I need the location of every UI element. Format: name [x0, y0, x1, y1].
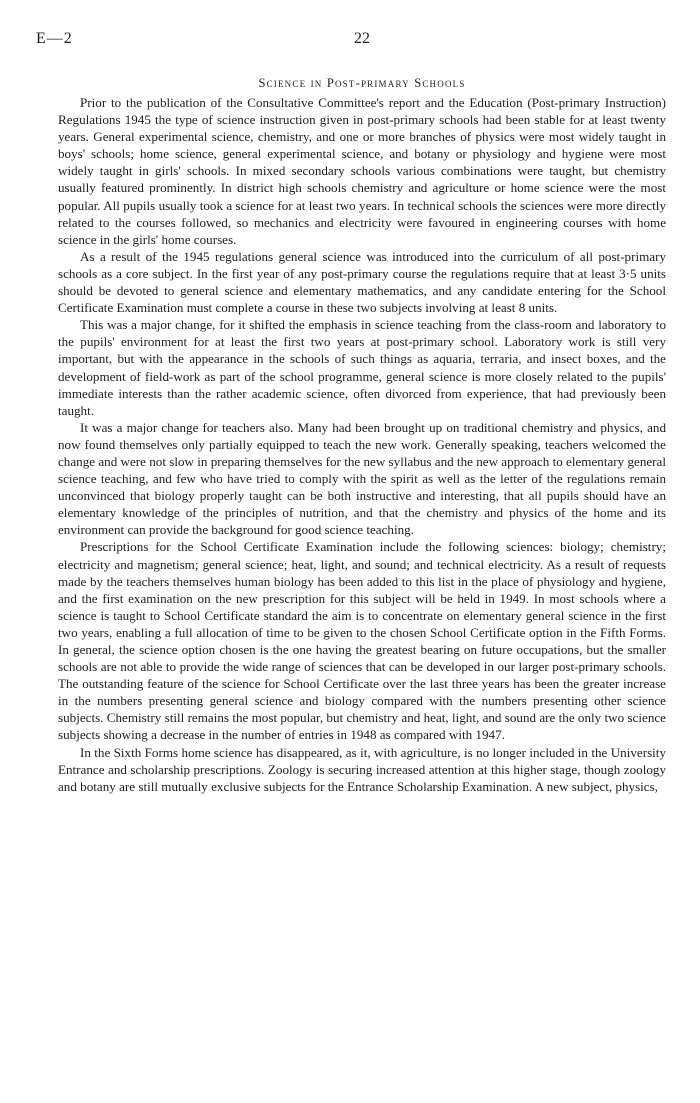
- paragraph: It was a major change for teachers also. Many had been brought up on traditional chemistry and physics, and now found themselves only partially equipped to teach the new work. Generally speaking, teachers welcomed the change and were not slow in preparing themselves for the new syllabus and the new approach to elementary general science teaching, and few who have tried to comply with the spirit as well as the letter of the regulations remain unconvinced that biology properly taught can be both instructive and interesting, that all pupils should have an elementary knowledge of the principles of nutrition, and that the chemistry and physics of the home and its environment can provide the background for good science teaching.: [58, 419, 666, 538]
- paragraph: Prior to the publication of the Consultative Committee's report and the Education (Post-primary Instruction) Regulations 1945 the type of science instruction given in post-primary schools had been stable for at least twenty years. General experimental science, chemistry, and one or more branches of physics were most widely taught in boys' schools; home science, general experimental science, and botany or physiology and hygiene were most widely taught in girls' schools. In mixed secondary schools various combinations were taught, but chemistry usually featured prominently. In district high schools chemistry and agriculture or home science were the most popular. All pupils usually took a science for at least two years. In technical schools the sciences were more directly related to the courses followed, so mechanics and electricity were favoured in engineering courses with home science in the girls' home courses.: [58, 95, 666, 247]
- paragraph: As a result of the 1945 regulations general science was introduced into the curriculum of all post-primary schools as a core subject. In the first year of any post-primary course the regulations require that at least 3·5 units should be devoted to general science and elementary mathematics, and any candidate entering for the School Certificate Examination must complete a course in these two subjects involving at least 8 units.: [58, 248, 666, 316]
- body-text: [58, 94, 666, 795]
- section-title: Science in Post-primary Schools: [258, 76, 466, 90]
- page-number: 22: [354, 30, 370, 47]
- paragraph: In the Sixth Forms home science has disappeared, as it, with agriculture, is no longer included in the University Entrance and scholarship prescriptions. Zoology is securing increased attention at this higher stage, though zoology and botany are still mutually exclusive subjects for the Entrance Scholarship Examination. A new subject, physics,: [58, 744, 666, 794]
- paragraph: Prescriptions for the School Certificate Examination include the following sciences: biology; chemistry; electricity and magnetism; general science; heat, light, and sound; and technical electricity. As a result of requests made by the teachers themselves human biology has been added to this list in the place of physiology and hygiene, and the first examination on the new prescription for this subject will be held in 1949. In most schools where a science is taught to School Certificate standard the aim is to concentrate on elementary general science in the first two years, enabling a full allocation of time to be given to the chosen School Certificate option in the Fifth Forms. In general, the science option chosen is the one having the greatest bearing on future occupations, but the smaller schools are not able to provide the wide range of sciences that can be developed in our larger post-primary schools. The outstanding feature of the science for School Certificate over the last three years has been the greater increase in the numbers presenting general science and biology compared with the numbers presenting other science subjects. Chemistry still remains the most popular, but chemistry and heat, light, and sound are the only two science subjects showing a decrease in the number of entries in 1948 as compared with 1947.: [58, 539, 666, 743]
- page-header: [36, 30, 666, 52]
- report-code: E—2: [36, 30, 73, 47]
- paragraph: This was a major change, for it shifted the emphasis in science teaching from the class-room and laboratory to the pupils' environment for at least the first two years at post-primary school. Laboratory work is still very important, but with the appearance in the schools of such things as aquaria, terraria, and insect boxes, and the development of field-work as part of the school programme, general science is more closely related to the pupils' immediate interests than the rather academic science, often divorced from experience, that had previously been taught.: [58, 317, 666, 418]
